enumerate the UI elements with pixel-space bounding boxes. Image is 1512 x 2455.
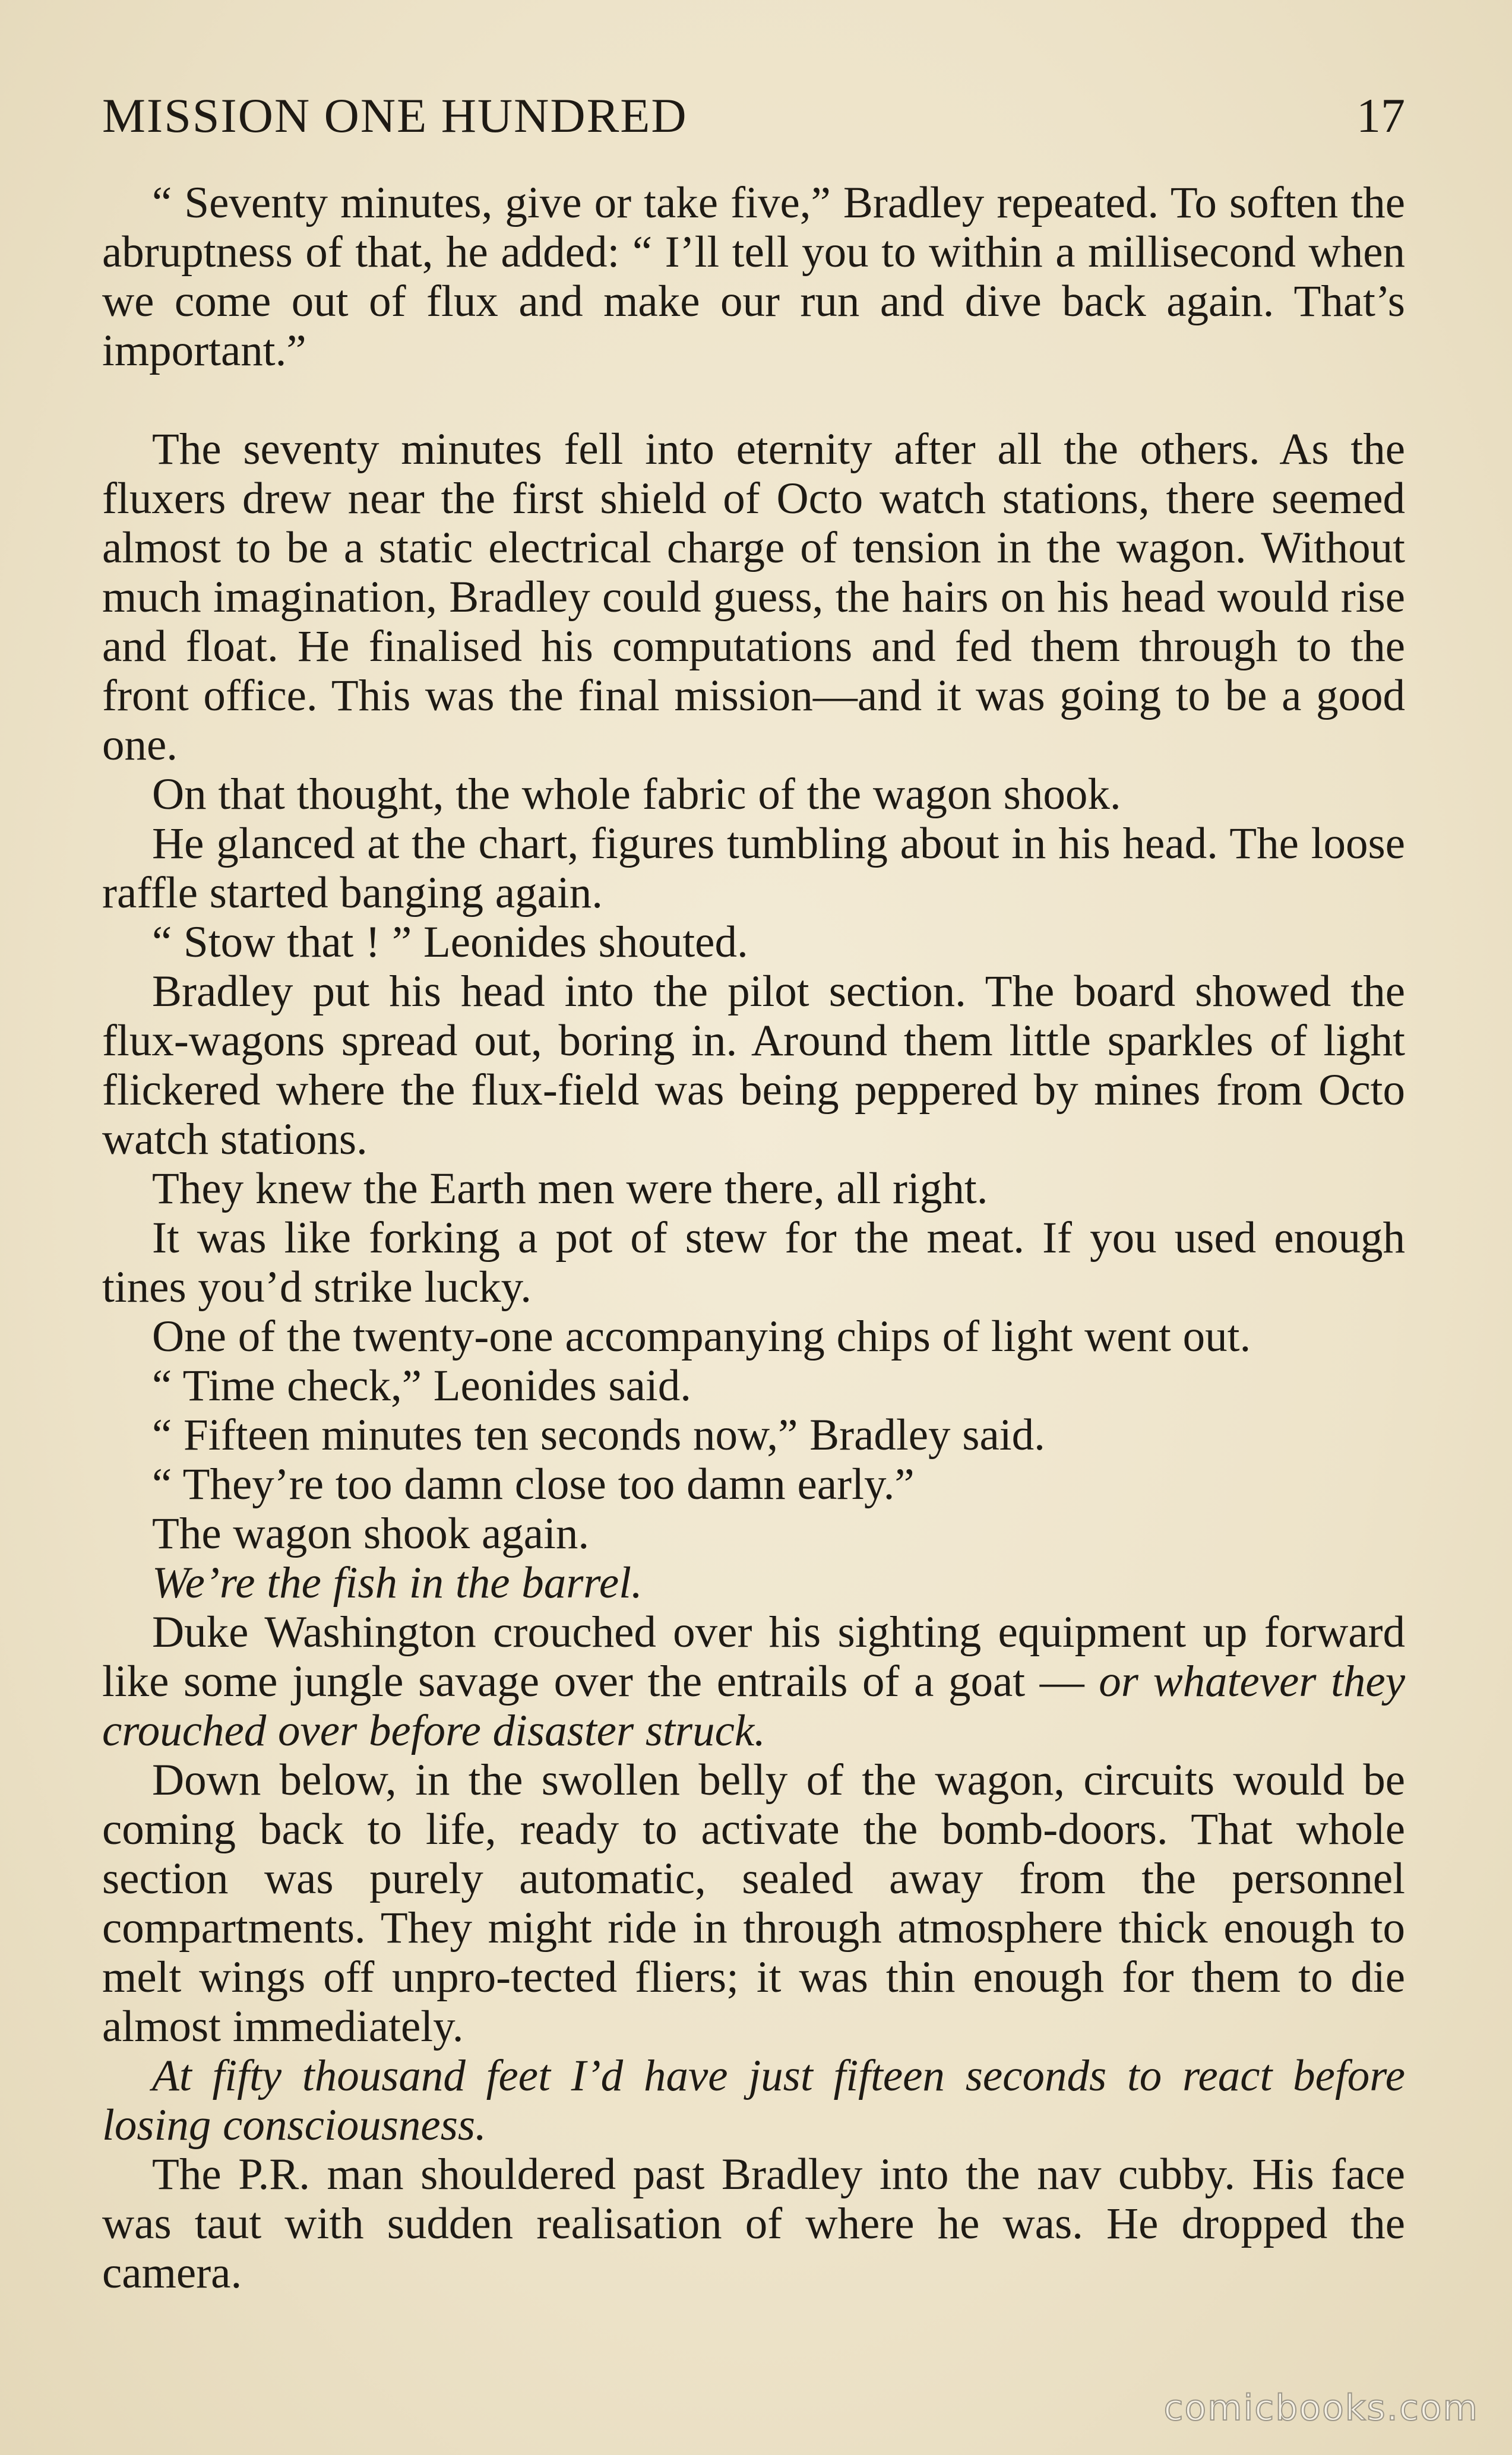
running-head: MISSION ONE HUNDRED	[102, 88, 688, 143]
italic-paragraph: At fifty thousand feet I’d have just fifteen seconds to react before losing consciousness.	[102, 2051, 1405, 2150]
watermark: comicbooks.com	[1163, 2387, 1479, 2429]
italic-paragraph: We’re the fish in the barrel.	[152, 1558, 643, 1608]
body-text	[102, 178, 1405, 2298]
paragraph: On that thought, the whole fabric of the wagon shook.	[152, 770, 1121, 819]
paragraph	[102, 1608, 1405, 1755]
page-number: 17	[1356, 88, 1405, 143]
paragraph: Bradley put his head into the pilot section. The board showed the flux-wagons spread out, boring in. Around them little sparkles of light flickered where the flux-field was being peppered by mines from Octo watch stations.	[102, 967, 1405, 1164]
paragraph: The P.R. man shouldered past Bradley into the nav cubby. His face was taut with sudden realisation of where he was. He dropped the camera.	[102, 2150, 1405, 2298]
paragraph: “ Fifteen minutes ten seconds now,” Bradley said.	[152, 1410, 1045, 1460]
italic-fragment: or whatever they crouched over before disaster struck.	[102, 1657, 1405, 1755]
paragraph: They knew the Earth men were there, all right.	[152, 1164, 988, 1213]
paragraph: Down below, in the swollen belly of the wagon, circuits would be coming back to life, ready to activate the bomb-doors. That whole section was purely automatic, sealed away from the personnel compartments. They might ride in through atmosphere thick enough to melt wings off unpro-tected fliers; it was thin enough for them to die almost immediately.	[102, 1755, 1405, 2051]
paragraph: The seventy minutes fell into eternity after all the others. As the fluxers drew near the first shield of Octo watch stations, there seemed almost to be a static electrical charge of tension in the wagon. Without much imagination, Bradley could guess, the hairs on his head would rise and float. He finalised his computations and fed them through to the front office. This was the final mission—and it was going to be a good one.	[102, 425, 1405, 770]
paragraph-text: Duke Washington crouched over his sighting equipment up forward like some jungle savage over the entrails of a goat —	[102, 1608, 1405, 1706]
paragraph: One of the twenty-one accompanying chips of light went out.	[152, 1312, 1251, 1361]
page-header	[102, 83, 1405, 148]
paragraph: He glanced at the chart, figures tumbling about in his head. The loose raffle started banging again.	[102, 819, 1405, 918]
paragraph: “ Stow that ! ” Leonides shouted.	[152, 918, 748, 967]
paragraph: “ They’re too damn close too damn early.”	[152, 1460, 915, 1509]
paragraph: The wagon shook again.	[152, 1509, 590, 1558]
paragraph: “ Seventy minutes, give or take five,” Bradley repeated. To soften the abruptness of that, he added: “ I’ll tell you to within a millisecond when we come out of flux and make our run and dive back again. That’s important.”	[102, 178, 1405, 375]
paragraph: It was like forking a pot of stew for the meat. If you used enough tines you’d strike lucky.	[102, 1213, 1405, 1312]
paragraph: “ Time check,” Leonides said.	[152, 1361, 691, 1410]
